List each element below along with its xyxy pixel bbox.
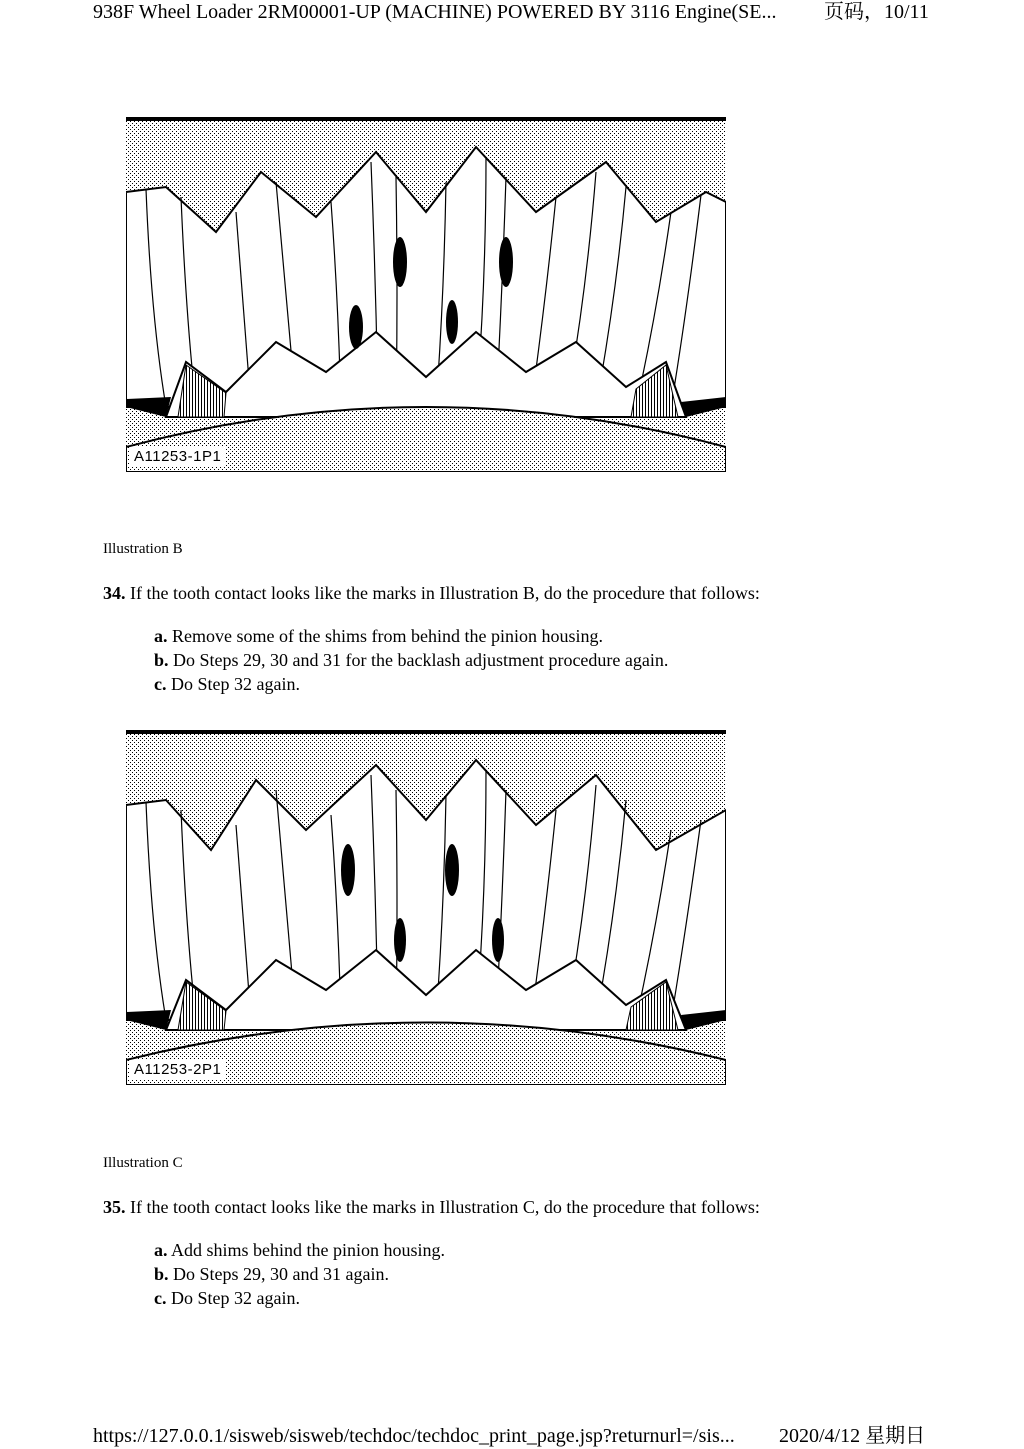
step-34 bbox=[103, 582, 760, 604]
footer-date: 2020/4/12 星期日 bbox=[779, 1425, 926, 1447]
step-35-substeps bbox=[154, 1238, 445, 1310]
gear-tooth-contact-pattern-icon bbox=[126, 730, 726, 1085]
step-text: If the tooth contact looks like the marks in Illustration B, do the procedure that follows: bbox=[130, 583, 760, 603]
substep-b: b. Do Steps 29, 30 and 31 again. bbox=[154, 1264, 389, 1284]
illustration-c-figure bbox=[126, 730, 726, 1085]
step-text: If the tooth contact looks like the marks in Illustration C, do the procedure that follows: bbox=[130, 1197, 760, 1217]
substep-a: a. Remove some of the shims from behind the pinion housing. bbox=[154, 626, 603, 646]
footer-url: https://127.0.0.1/sisweb/sisweb/techdoc/techdoc_print_page.jsp?returnurl=/sis... bbox=[93, 1425, 735, 1447]
illustration-b-figure bbox=[126, 117, 726, 472]
figure-label: A11253-2P1 bbox=[130, 1060, 225, 1079]
gear-tooth-contact-pattern-icon bbox=[126, 117, 726, 472]
step-number: 34. bbox=[103, 583, 126, 603]
illustration-c-caption: Illustration C bbox=[103, 1155, 183, 1171]
substep-b: b. Do Steps 29, 30 and 31 for the backlash adjustment procedure again. bbox=[154, 650, 669, 670]
step-number: 35. bbox=[103, 1197, 126, 1217]
step-34-substeps bbox=[154, 624, 668, 696]
step-35 bbox=[103, 1196, 760, 1218]
figure-label: A11253-1P1 bbox=[130, 447, 225, 466]
substep-a: a. Add shims behind the pinion housing. bbox=[154, 1240, 446, 1260]
substep-c: c. Do Step 32 again. bbox=[154, 1288, 300, 1308]
page-header-title: 938F Wheel Loader 2RM00001-UP (MACHINE) POWERED BY 3116 Engine(SE... bbox=[93, 1, 777, 23]
substep-c: c. Do Step 32 again. bbox=[154, 674, 300, 694]
page-number: 页码，10/11 bbox=[824, 1, 929, 23]
illustration-b-caption: Illustration B bbox=[103, 541, 183, 557]
